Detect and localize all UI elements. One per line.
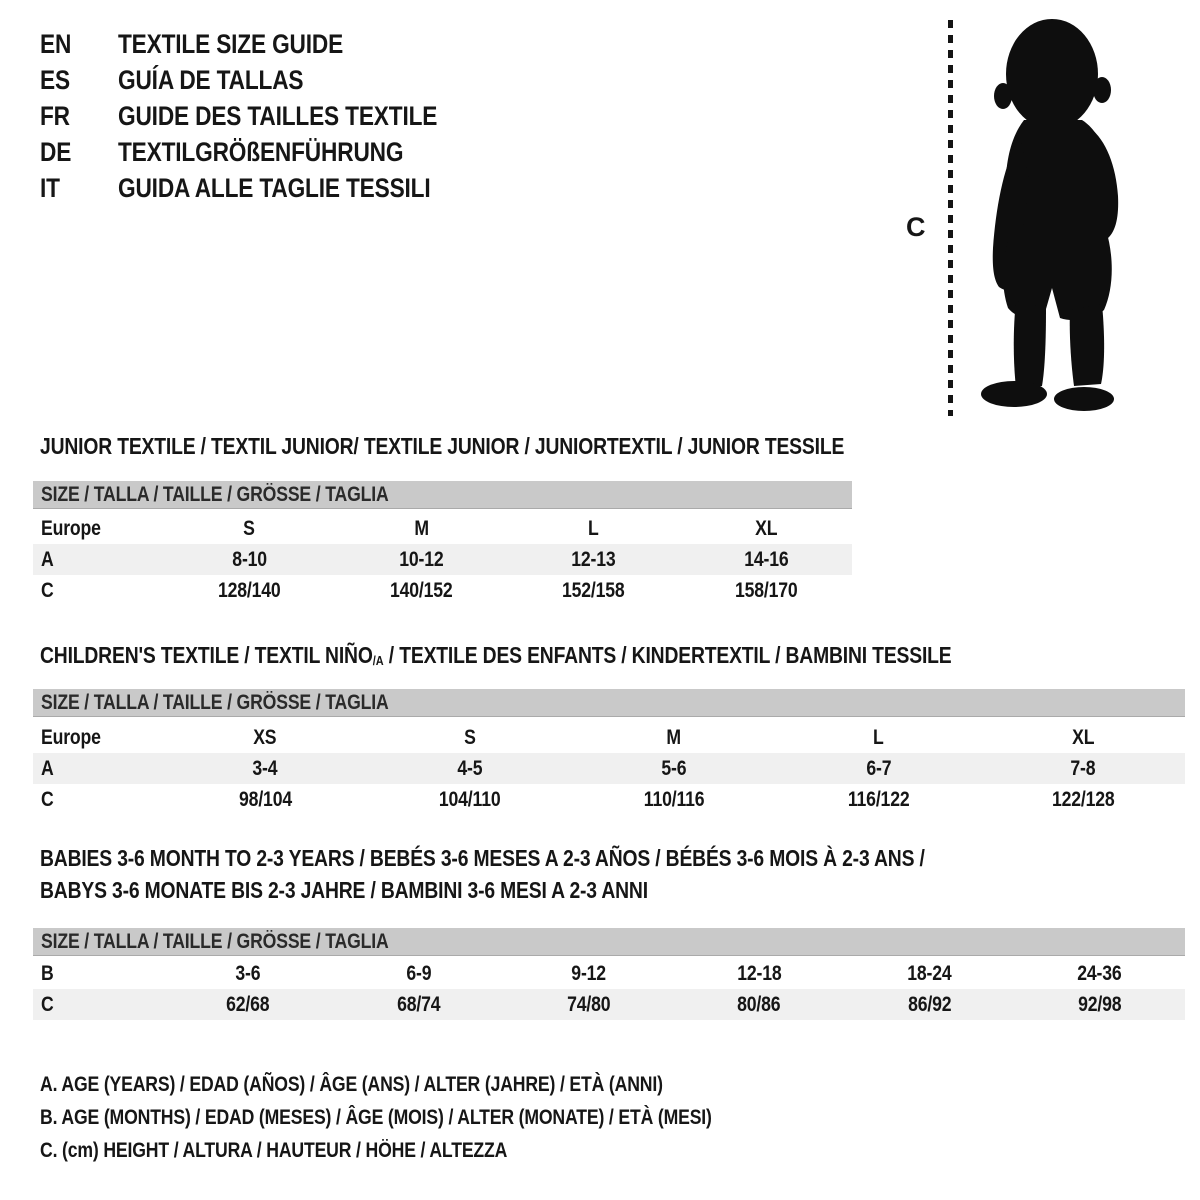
page-title: GUIDA ALLE TAGLIE TESSILI: [118, 172, 431, 203]
nino-a-subscript: /A: [372, 653, 384, 668]
table-cell: M: [414, 517, 429, 540]
table-cell: XL: [754, 517, 777, 540]
page-title: GUÍA DE TALLAS: [118, 64, 304, 95]
table-cell: 12-18: [736, 962, 782, 985]
table-cell: 12-13: [571, 548, 616, 571]
table-cell: 7-8: [1070, 757, 1096, 780]
table-cell: 18-24: [907, 962, 952, 985]
table-cell: S: [243, 517, 255, 540]
language-code: FR: [40, 100, 70, 131]
language-row: [40, 26, 498, 62]
table-cell: 6-7: [865, 757, 891, 780]
table-cell: 10-12: [399, 548, 444, 571]
children-table: [33, 722, 1185, 815]
babies-section-title-line1: BABIES 3-6 MONTH TO 2-3 YEARS / BEBÉS 3-6 MESES A 2-3 AÑOS / BÉBÉS 3-6 MOIS À 2-3 ANS /: [40, 845, 925, 871]
table-cell: 122/128: [1051, 788, 1115, 811]
language-title-list: [40, 26, 498, 206]
junior-size-header: SIZE / TALLA / TAILLE / GRÖSSE / TAGLIA: [33, 481, 852, 509]
babies-section-title-line2: BABYS 3-6 MONATE BIS 2-3 JAHRE / BAMBINI 3-6 MESI A 2-3 ANNI: [40, 877, 648, 903]
table-cell: 116/122: [847, 788, 910, 811]
table-cell: 152/158: [562, 579, 625, 602]
table-cell: 6-9: [405, 962, 431, 985]
children-size-header: SIZE / TALLA / TAILLE / GRÖSSE / TAGLIA: [33, 689, 1185, 717]
table-cell: S: [463, 726, 476, 749]
row-label: Europe: [41, 517, 101, 540]
table-cell: 9-12: [571, 962, 607, 985]
table-row: [33, 958, 1185, 989]
table-cell: 104/110: [438, 788, 501, 811]
table-row: [33, 722, 1185, 753]
language-row: [40, 98, 498, 134]
row-label: Europe: [41, 726, 101, 749]
junior-section-title: JUNIOR TEXTILE / TEXTIL JUNIOR/ TEXTILE JUNIOR / JUNIORTEXTIL / JUNIOR TESSILE: [40, 433, 845, 459]
table-cell: XS: [253, 726, 277, 749]
language-code: ES: [40, 64, 70, 95]
babies-table: [33, 958, 1185, 1020]
baby-silhouette-image: [966, 16, 1136, 416]
table-cell: 62/68: [226, 993, 270, 1016]
language-row: [40, 170, 498, 206]
table-row: [33, 544, 852, 575]
table-cell: 80/86: [737, 993, 781, 1016]
table-row: [33, 989, 1185, 1020]
table-cell: 5-6: [661, 757, 687, 780]
table-cell: M: [666, 726, 682, 749]
table-cell: 8-10: [231, 548, 267, 571]
row-label: C: [41, 993, 54, 1016]
table-cell: 3-4: [252, 757, 278, 780]
table-cell: 140/152: [390, 579, 453, 602]
table-row: [33, 753, 1185, 784]
row-label: A: [41, 757, 54, 780]
legend-note-c: C. (cm) HEIGHT / ALTURA / HAUTEUR / HÖHE / ALTEZZA: [40, 1139, 508, 1162]
row-label: C: [41, 788, 54, 811]
table-cell: 4-5: [457, 757, 483, 780]
legend-notes: [40, 1068, 840, 1167]
table-cell: L: [873, 726, 884, 749]
table-cell: 158/170: [734, 579, 798, 602]
language-code: DE: [40, 136, 72, 167]
table-cell: 128/140: [217, 579, 281, 602]
children-section-title: CHILDREN'S TEXTILE / TEXTIL NIÑO/A / TEXTILE DES ENFANTS / KINDERTEXTIL / BAMBINI TESSILE: [40, 642, 952, 668]
legend-note-a: A. AGE (YEARS) / EDAD (AÑOS) / ÂGE (ANS) / ALTER (JAHRE) / ETÀ (ANNI): [40, 1073, 663, 1096]
row-label: A: [41, 548, 54, 571]
table-cell: 24-36: [1077, 962, 1122, 985]
language-code: IT: [40, 172, 60, 203]
table-cell: 98/104: [238, 788, 292, 811]
language-code: EN: [40, 28, 72, 59]
legend-note-b: B. AGE (MONTHS) / EDAD (MESES) / ÂGE (MOIS) / ALTER (MONATE) / ETÀ (MESI): [40, 1106, 712, 1129]
height-dashed-line: [948, 20, 953, 416]
row-label: B: [41, 962, 54, 985]
table-cell: 74/80: [567, 993, 611, 1016]
babies-size-header: SIZE / TALLA / TAILLE / GRÖSSE / TAGLIA: [33, 928, 1185, 956]
table-cell: XL: [1071, 726, 1094, 749]
table-cell: 86/92: [907, 993, 952, 1016]
table-cell: 3-6: [235, 962, 261, 985]
language-row: [40, 62, 498, 98]
table-cell: 92/98: [1078, 993, 1122, 1016]
table-row: [33, 784, 1185, 815]
table-cell: L: [588, 517, 599, 540]
table-row: [33, 575, 852, 606]
junior-table: [33, 513, 852, 606]
table-cell: 110/116: [643, 788, 705, 811]
table-cell: 68/74: [396, 993, 441, 1016]
table-cell: 14-16: [743, 548, 789, 571]
page-title: TEXTILGRÖßENFÜHRUNG: [118, 136, 404, 167]
page-title: TEXTILE SIZE GUIDE: [118, 28, 344, 59]
language-row: [40, 134, 498, 170]
height-label-c: C: [906, 212, 926, 242]
table-row: [33, 513, 852, 544]
row-label: C: [41, 579, 54, 602]
page-title: GUIDE DES TAILLES TEXTILE: [118, 100, 438, 131]
